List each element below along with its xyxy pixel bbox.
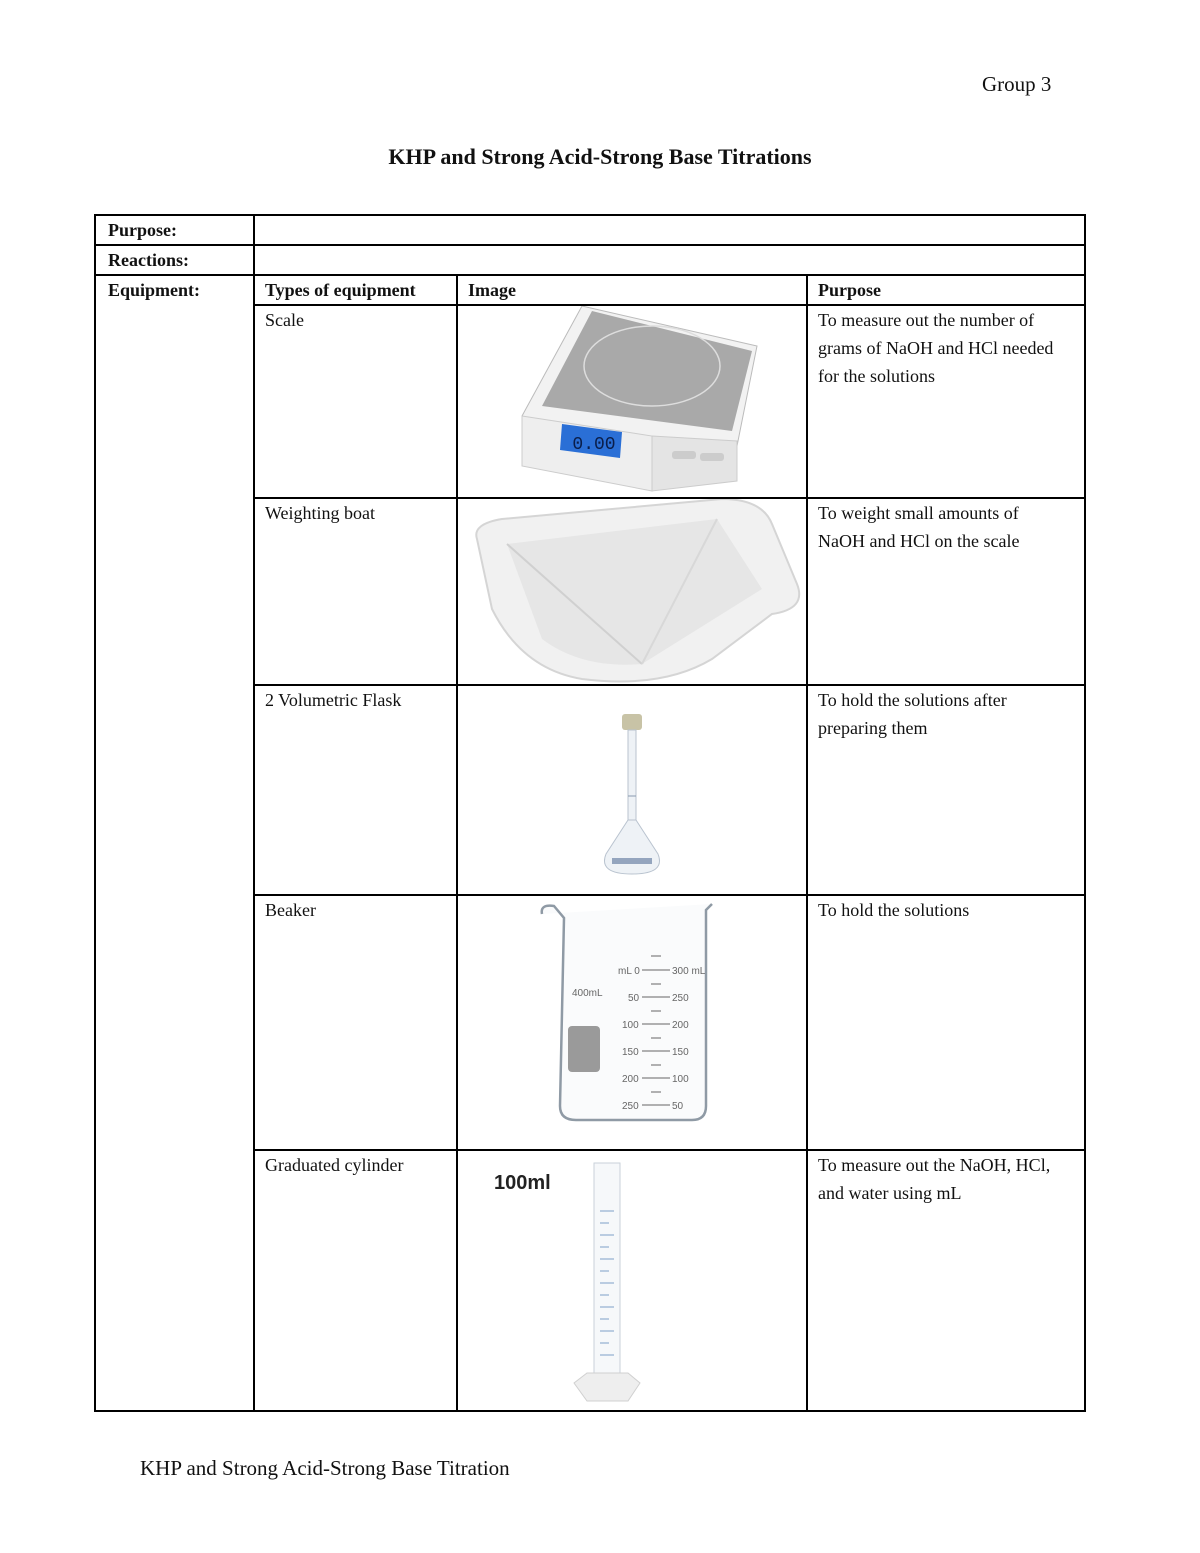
cylinder-caption: 100ml [494, 1172, 551, 1194]
scale-display-text: 0.00 [572, 435, 616, 455]
equipment-purpose: To measure out the NaOH, HCl, and water using mL [807, 1150, 1085, 1411]
reactions-label: Reactions: [95, 245, 254, 275]
equipment-label: Equipment: [95, 275, 254, 1411]
purpose-value [254, 215, 1085, 245]
purpose-label: Purpose: [95, 215, 254, 245]
equipment-purpose: To measure out the number of grams of NaOH and HCl needed for the solutions [807, 305, 1085, 498]
equipment-purpose: To hold the solutions [807, 895, 1085, 1150]
column-header-image: Image [457, 275, 807, 305]
footer-text: KHP and Strong Acid-Strong Base Titration [140, 1456, 510, 1480]
weighing-boat-icon [462, 499, 802, 684]
equipment-name: Weighting boat [254, 498, 457, 685]
beaker-mark: 250 [672, 993, 689, 1004]
digital-scale-icon [502, 306, 762, 496]
beaker-mark: mL 0 [618, 966, 640, 977]
beaker-mark: 100 [672, 1074, 689, 1085]
volumetric-flask-icon [572, 686, 692, 886]
equipment-name: Scale [254, 305, 457, 498]
beaker-mark: 150 [672, 1047, 689, 1058]
beaker-mark: 100 [622, 1020, 639, 1031]
beaker-mark: 200 [672, 1020, 689, 1031]
equipment-name: 2 Volumetric Flask [254, 685, 457, 895]
beaker-mark: 150 [622, 1047, 639, 1058]
image-cell [457, 685, 807, 895]
image-cell [457, 1150, 807, 1411]
column-header-purpose: Purpose [807, 275, 1085, 305]
beaker-mark: 400mL [572, 988, 603, 999]
reactions-value [254, 245, 1085, 275]
beaker-mark: 300 mL [672, 966, 706, 977]
image-cell [457, 895, 807, 1150]
beaker-icon [532, 896, 732, 1126]
column-header-type: Types of equipment [254, 275, 457, 305]
beaker-mark: 50 [628, 993, 640, 1004]
image-cell [457, 305, 807, 498]
header-group-label: Group 3 [982, 72, 1052, 96]
equipment-purpose: To hold the solutions after preparing them [807, 685, 1085, 895]
beaker-mark: 200 [622, 1074, 639, 1085]
equipment-name: Graduated cylinder [254, 1150, 457, 1411]
equipment-purpose: To weight small amounts of NaOH and HCl on the scale [807, 498, 1085, 685]
graduated-cylinder-icon [462, 1151, 802, 1406]
equipment-name: Beaker [254, 895, 457, 1150]
beaker-mark: 250 [622, 1101, 639, 1112]
document-title: KHP and Strong Acid-Strong Base Titrations [388, 144, 812, 169]
image-cell [457, 498, 807, 685]
beaker-mark: 50 [672, 1101, 684, 1112]
equipment-table [94, 214, 1086, 1412]
